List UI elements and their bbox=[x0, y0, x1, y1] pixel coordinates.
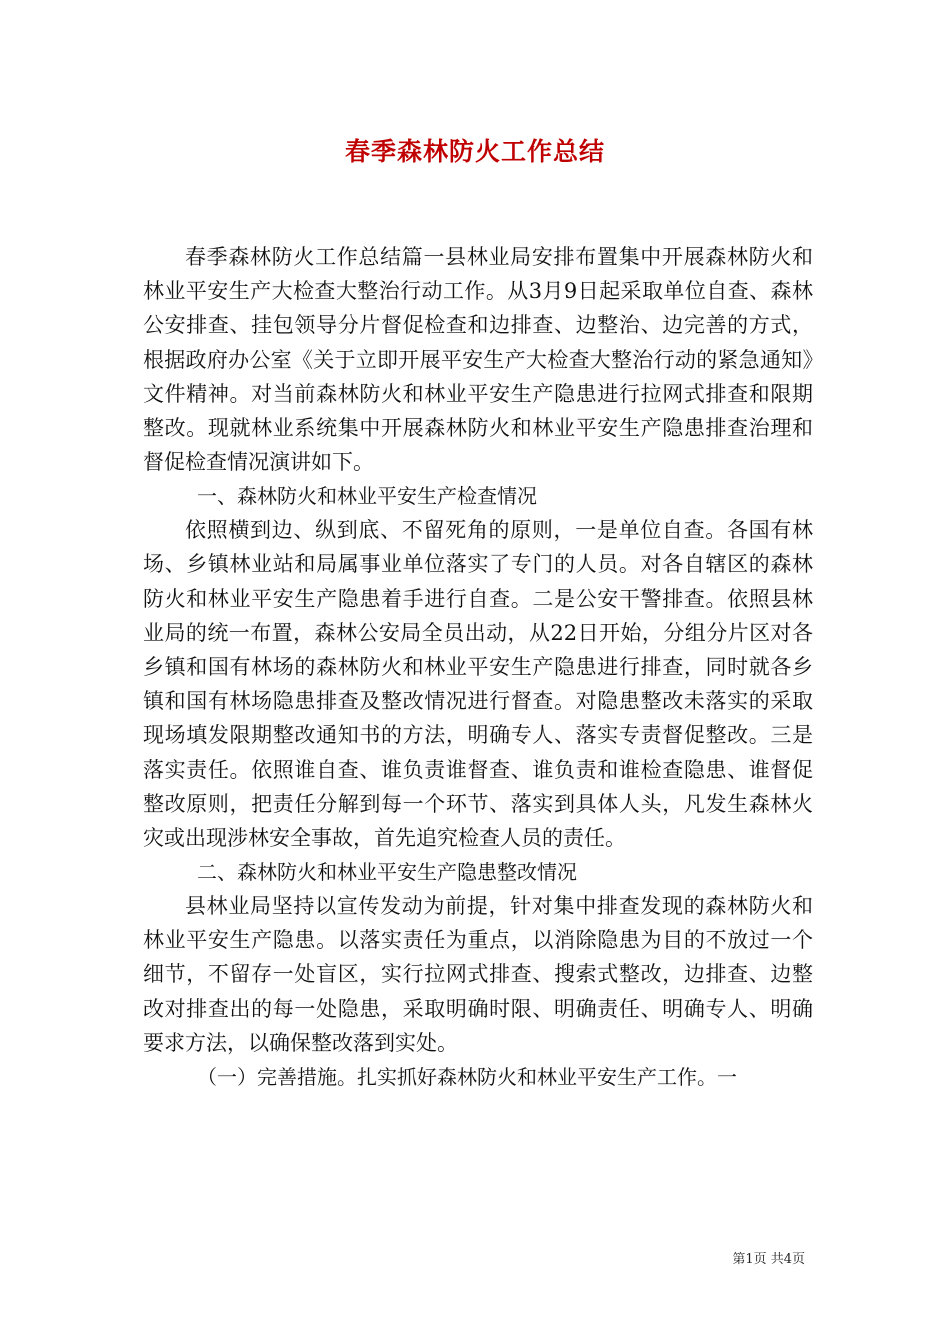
page-number: 第1页 共4页 bbox=[732, 1252, 805, 1267]
subsection-heading-1: （一）完善措施。扎实抓好森林防火和林业平安生产工作。一 bbox=[197, 1065, 737, 1090]
paragraph-rectification: 县林业局坚持以宣传发动为前提，针对集中排查发现的森林防火和林业平安生产隐患。以落实责任为重点，以消除隐患为目的不放过一个细节，不留存一处盲区，实行拉网式排查、搜索式整改，边排查、边整改对排查出的每一处隐患，采取明确时限、明确责任、明确专人、明确要求方法，以确保整改落到实处。 bbox=[143, 894, 813, 1055]
paragraph-inspection: 依照横到边、纵到底、不留死角的原则，一是单位自查。各国有林场、乡镇林业站和局属事业单位落实了专门的人员。对各自辖区的森林防火和林业平安生产隐患着手进行自查。二是公安干警排查。依照县林业局的统一布置，森林公安局全员出动，从22日开始，分组分片区对各乡镇和国有林场的森林防火和林业平安生产隐患进行排查，同时就各乡镇和国有林场隐患排查及整改情况进行督查。对隐患整改未落实的采取现场填发限期整改通知书的方法，明确专人、落实专责督促整改。三是落实责任。依照谁自查、谁负责谁督查、谁负责和谁检查隐患、谁督促整改原则，把责任分解到每一个环节、落实到具体人头，凡发生森林火灾或出现涉林安全事故，首先追究检查人员的责任。 bbox=[143, 518, 813, 851]
section-heading-2: 二、森林防火和林业平安生产隐患整改情况 bbox=[197, 860, 577, 885]
section-heading-1: 一、森林防火和林业平安生产检查情况 bbox=[197, 484, 537, 509]
document-body bbox=[143, 240, 813, 1094]
paragraph-intro: 春季森林防火工作总结篇一县林业局安排布置集中开展森林防火和林业平安生产大检查大整治行动工作。从3月9日起采取单位自查、森林公安排查、挂包领导分片督促检查和边排查、边整治、边完善的方式，根据政府办公室《关于立即开展平安生产大检查大整治行动的紧急通知》文件精神。对当前森林防火和林业平安生产隐患进行拉网式排查和限期整改。现就林业系统集中开展森林防火和林业平安生产隐患排查治理和督促检查情况演讲如下。 bbox=[143, 245, 813, 475]
document-title: 春季森林防火工作总结 bbox=[344, 137, 605, 166]
